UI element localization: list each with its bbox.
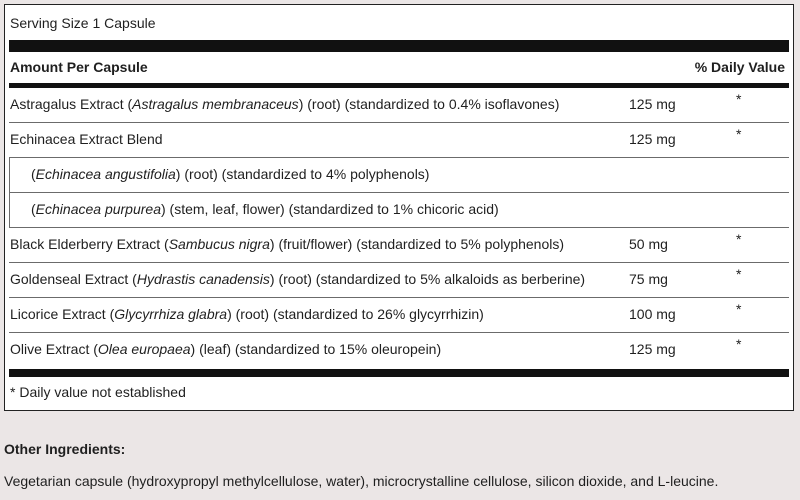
ingredient-amount: 125 mg [629,341,676,357]
daily-value: * [736,91,742,107]
footnote: * Daily value not established [10,384,186,400]
daily-value: * [736,126,742,142]
ingredient-name: (Echinacea angustifolia) (root) (standardized to 4% polyphenols) [31,166,430,182]
daily-value: * [736,336,742,352]
ingredient-rows [9,88,789,368]
header-daily-value: % Daily Value [694,59,785,75]
other-ingredients-text: Vegetarian capsule (hydroxypropyl methylcellulose, water), microcrystalline cellulose, silicon dioxide, and L-leucine. [4,473,719,489]
daily-value: * [736,266,742,282]
ingredient-name: Goldenseal Extract (Hydrastis canadensis) (root) (standardized to 5% alkaloids as berberine) [10,271,586,287]
supplement-facts-panel [4,4,794,411]
table-row [9,88,789,123]
table-header [9,54,789,80]
ingredient-name: Echinacea Extract Blend [10,131,163,147]
ingredient-amount: 125 mg [629,131,676,147]
header-amount-per-capsule: Amount Per Capsule [10,59,148,75]
daily-value: * [736,301,742,317]
ingredient-name: (Echinacea purpurea) (stem, leaf, flower) (standardized to 1% chicoric acid) [31,201,499,217]
ingredient-name: Licorice Extract (Glycyrrhiza glabra) (root) (standardized to 26% glycyrrhizin) [10,306,484,322]
table-row [9,228,789,263]
ingredient-name: Olive Extract (Olea europaea) (leaf) (standardized to 15% oleuropein) [10,341,442,357]
other-ingredients-heading: Other Ingredients: [4,441,126,457]
thick-divider [9,40,789,52]
serving-size: Serving Size 1 Capsule [10,15,156,31]
table-row [9,298,789,333]
ingredient-name: Black Elderberry Extract (Sambucus nigra) (fruit/flower) (standardized to 5% polyphenols) [10,236,565,252]
ingredient-amount: 100 mg [629,306,676,322]
ingredient-amount: 50 mg [629,236,668,252]
ingredient-name: Astragalus Extract (Astragalus membranaceus) (root) (standardized to 0.4% isoflavones) [10,96,560,112]
table-row [9,123,789,158]
table-row [9,263,789,298]
ingredient-amount: 125 mg [629,96,676,112]
table-row [9,193,789,228]
daily-value: * [736,231,742,247]
ingredient-amount: 75 mg [629,271,668,287]
bottom-divider [9,369,789,377]
table-row [9,333,789,368]
table-row [9,158,789,193]
